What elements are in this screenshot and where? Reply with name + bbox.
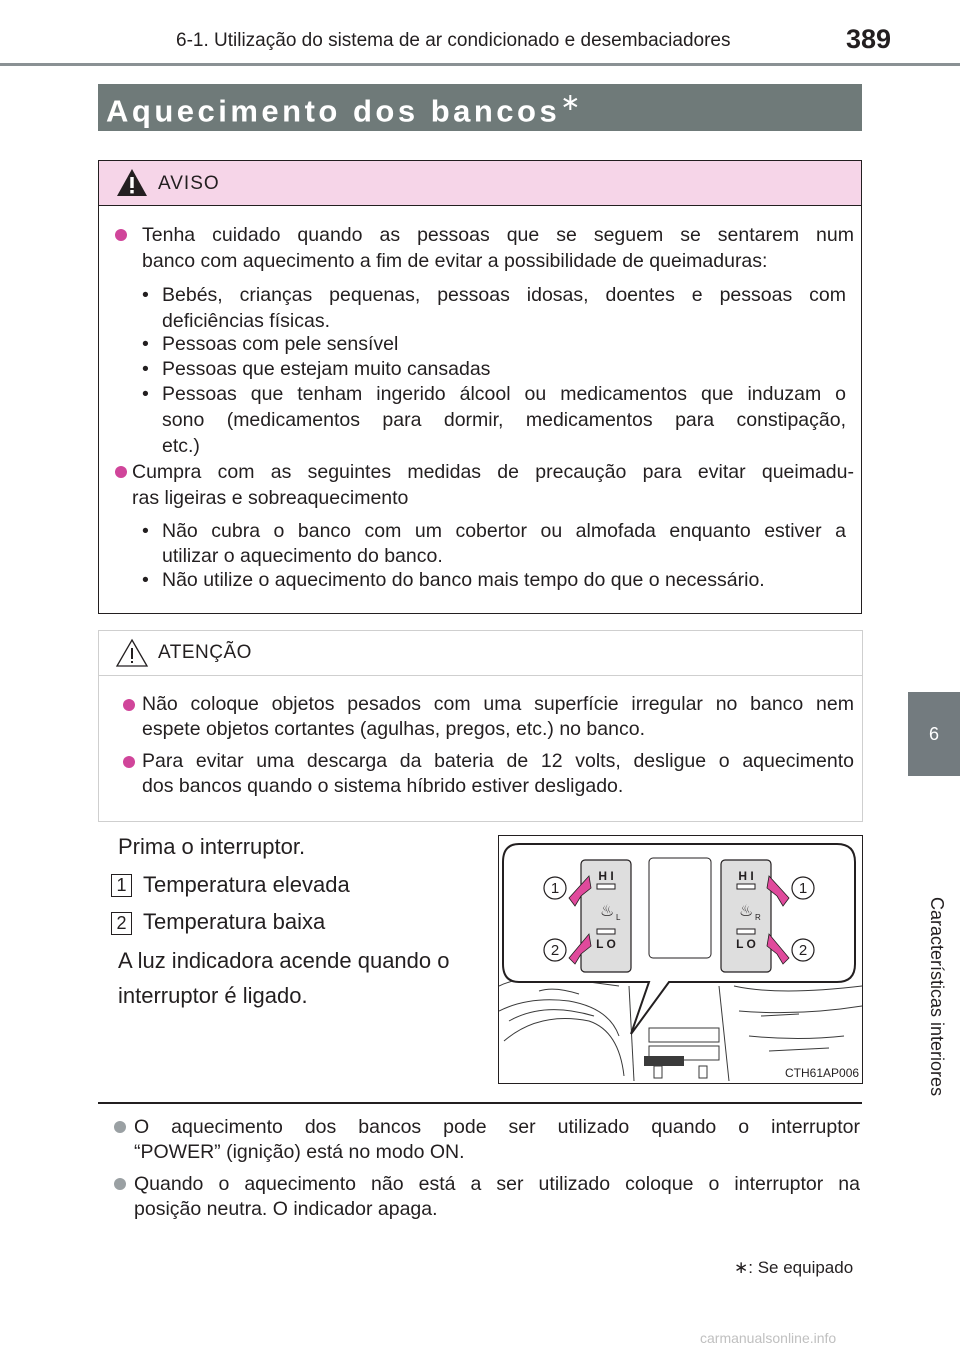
dashboard-illustration: [499, 836, 862, 1083]
bullet-dot: [114, 1121, 126, 1133]
sub-bullet-mark: •: [142, 520, 149, 542]
chapter-tab: [908, 692, 960, 776]
warning-sub-5-line-2: utilizar o aquecimento do banco.: [162, 545, 443, 567]
page-title-text: Aquecimento dos bancos: [106, 93, 561, 129]
section-header: 6-1. Utilização do sistema de ar condicionado e desembaciadores: [176, 30, 731, 51]
instruction-intro: Prima o interruptor.: [118, 834, 306, 859]
warning-sub-4-line-3: etc.): [162, 435, 200, 457]
sub-bullet-mark: •: [142, 333, 149, 355]
caution-item-1-line-2: espete objetos cortantes (agulhas, pregos, etc.) no banco.: [142, 718, 645, 740]
warning-sub-6: Não utilize o aquecimento do banco mais tempo do que o necessário.: [162, 569, 765, 591]
page-title: [106, 88, 580, 129]
right-hi-label: H I: [738, 869, 754, 883]
warning-item-1-line-2: banco com aquecimento a fim de evitar a possibilidade de queimaduras:: [142, 250, 768, 272]
watermark: carmanualsonline.info: [700, 1330, 837, 1346]
footnote: [734, 1258, 853, 1278]
note-2-line-1: Quando o aquecimento não está a ser utilizado coloque o interruptor na: [134, 1173, 860, 1195]
warning-sub-4-line-2: sono (medicamentos para dormir, medicamentos para constipação,: [162, 409, 846, 431]
bullet-dot: [123, 756, 135, 768]
page-number: 389: [846, 24, 892, 54]
right-lo-label: L O: [736, 937, 756, 951]
caution-label: ATENÇÃO: [158, 642, 252, 663]
caution-item-1-line-1: Não coloque objetos pesados com uma superfície irregular no banco nem: [142, 693, 854, 715]
warning-sub-2: Pessoas com pele sensível: [162, 333, 399, 355]
warning-item-2-line-2: ras ligeiras e sobreaquecimento: [132, 487, 409, 509]
warning-sub-4-line-1: Pessoas que tenham ingerido álcool ou medicamentos que induzam o: [162, 383, 846, 405]
indicator-note-line-1: A luz indicadora acende quando o: [118, 948, 450, 973]
equipped-star: ∗: [560, 89, 581, 116]
caution-item-2-line-1: Para evitar uma descarga da bateria de 12 volts, desligue o aquecimento: [142, 750, 854, 772]
bullet-dot: [115, 229, 127, 241]
callout-number: 2: [111, 912, 132, 935]
note-1-line-2: “POWER” (ignição) está no modo ON.: [134, 1141, 465, 1163]
chapter-label: Características interiores: [927, 897, 947, 1097]
item-low-temperature: Temperatura baixa: [143, 909, 326, 934]
notes-rule: [98, 1102, 862, 1104]
bullet-dot: [114, 1178, 126, 1190]
header-rule: [0, 63, 960, 66]
callout-1-right: 1: [798, 880, 808, 897]
footnote-text: : Se equipado: [748, 1258, 854, 1277]
callout-2-right: 2: [798, 942, 808, 959]
warning-sub-5-line-1: Não cubra o banco com um cobertor ou almofada enquanto estiver a: [162, 520, 846, 542]
item-high-temperature: Temperatura elevada: [143, 872, 350, 897]
note-2-line-2: posição neutra. O indicador apaga.: [134, 1198, 438, 1220]
sub-bullet-mark: •: [142, 358, 149, 380]
warning-sub-3: Pessoas que estejam muito cansadas: [162, 358, 491, 380]
callout-number: 1: [111, 874, 132, 897]
warning-item-2-line-1: Cumpra com as seguintes medidas de precaução para evitar queimadu-: [132, 461, 854, 483]
note-1-line-1: O aquecimento dos bancos pode ser utilizado quando o interruptor: [134, 1116, 860, 1138]
caution-icon: [115, 638, 149, 668]
svg-text:♨: ♨: [739, 903, 754, 920]
warning-sub-1-line-2: deficiências físicas.: [162, 310, 330, 332]
left-hi-label: H I: [598, 869, 614, 883]
left-lo-label: L O: [596, 937, 616, 951]
warning-item-1-line-1: Tenha cuidado quando as pessoas que se seguem se sentarem num: [142, 224, 854, 246]
svg-text:♨: ♨: [600, 903, 615, 920]
warning-icon: [116, 168, 148, 197]
warning-label: AVISO: [158, 173, 220, 194]
warning-sub-1-line-1: Bebés, crianças pequenas, pessoas idosas, doentes e pessoas com: [162, 284, 846, 306]
bullet-dot: [123, 699, 135, 711]
left-seat-letter: L: [616, 913, 621, 922]
figure-code: CTH61AP006: [785, 1066, 860, 1080]
sub-bullet-mark: •: [142, 569, 149, 591]
seat-heater-figure: [498, 835, 863, 1084]
callout-1-left: 1: [550, 880, 560, 897]
indicator-note-line-2: interruptor é ligado.: [118, 983, 308, 1008]
chapter-number: 6: [928, 723, 939, 744]
footnote-star: ∗: [734, 1258, 749, 1277]
callout-2-left: 2: [550, 942, 560, 959]
sub-bullet-mark: •: [142, 284, 149, 306]
right-seat-letter: R: [755, 913, 761, 922]
sub-bullet-mark: •: [142, 383, 149, 405]
bullet-dot: [115, 466, 127, 478]
caution-item-2-line-2: dos bancos quando o sistema híbrido estiver desligado.: [142, 775, 624, 797]
